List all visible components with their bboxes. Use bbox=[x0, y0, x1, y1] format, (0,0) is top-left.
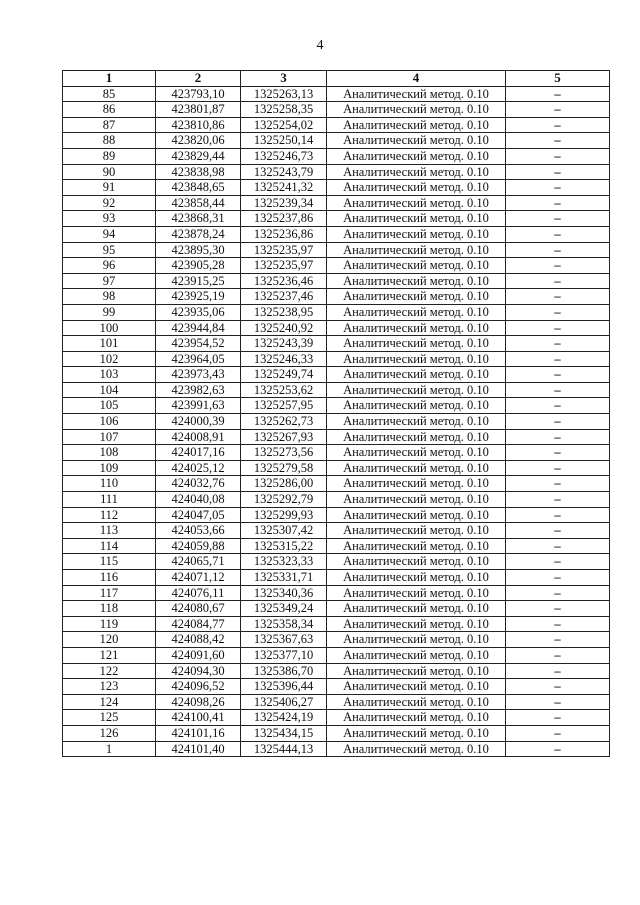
cell-method: Аналитический метод. 0.10 bbox=[327, 554, 506, 570]
cell-x-coordinate: 423829,44 bbox=[156, 148, 241, 164]
cell-note: – bbox=[506, 148, 610, 164]
cell-point-number: 103 bbox=[63, 367, 156, 383]
cell-point-number: 98 bbox=[63, 289, 156, 305]
cell-point-number: 90 bbox=[63, 164, 156, 180]
cell-method: Аналитический метод. 0.10 bbox=[327, 445, 506, 461]
cell-y-coordinate: 1325386,70 bbox=[241, 663, 327, 679]
cell-method: Аналитический метод. 0.10 bbox=[327, 632, 506, 648]
cell-y-coordinate: 1325263,13 bbox=[241, 86, 327, 102]
cell-point-number: 112 bbox=[63, 507, 156, 523]
cell-note: – bbox=[506, 351, 610, 367]
table-row bbox=[63, 180, 610, 196]
cell-y-coordinate: 1325377,10 bbox=[241, 647, 327, 663]
cell-x-coordinate: 424094,30 bbox=[156, 663, 241, 679]
cell-x-coordinate: 423793,10 bbox=[156, 86, 241, 102]
cell-x-coordinate: 423820,06 bbox=[156, 133, 241, 149]
cell-y-coordinate: 1325307,42 bbox=[241, 523, 327, 539]
table-row bbox=[63, 616, 610, 632]
cell-point-number: 120 bbox=[63, 632, 156, 648]
cell-point-number: 100 bbox=[63, 320, 156, 336]
cell-point-number: 86 bbox=[63, 102, 156, 118]
cell-x-coordinate: 424096,52 bbox=[156, 679, 241, 695]
cell-x-coordinate: 424025,12 bbox=[156, 460, 241, 476]
cell-point-number: 113 bbox=[63, 523, 156, 539]
table-row bbox=[63, 86, 610, 102]
cell-y-coordinate: 1325238,95 bbox=[241, 304, 327, 320]
table-row bbox=[63, 538, 610, 554]
cell-y-coordinate: 1325240,92 bbox=[241, 320, 327, 336]
header-col-1: 1 bbox=[63, 71, 156, 87]
table-row bbox=[63, 476, 610, 492]
cell-point-number: 91 bbox=[63, 180, 156, 196]
table-row bbox=[63, 554, 610, 570]
cell-y-coordinate: 1325358,34 bbox=[241, 616, 327, 632]
cell-x-coordinate: 423868,31 bbox=[156, 211, 241, 227]
cell-point-number: 101 bbox=[63, 336, 156, 352]
coordinates-table bbox=[62, 70, 610, 757]
cell-y-coordinate: 1325323,33 bbox=[241, 554, 327, 570]
cell-point-number: 94 bbox=[63, 226, 156, 242]
cell-method: Аналитический метод. 0.10 bbox=[327, 133, 506, 149]
cell-x-coordinate: 423944,84 bbox=[156, 320, 241, 336]
table-row bbox=[63, 647, 610, 663]
cell-method: Аналитический метод. 0.10 bbox=[327, 570, 506, 586]
cell-x-coordinate: 423973,43 bbox=[156, 367, 241, 383]
cell-method: Аналитический метод. 0.10 bbox=[327, 710, 506, 726]
cell-note: – bbox=[506, 601, 610, 617]
cell-note: – bbox=[506, 133, 610, 149]
cell-note: – bbox=[506, 647, 610, 663]
table-row bbox=[63, 585, 610, 601]
cell-x-coordinate: 424000,39 bbox=[156, 414, 241, 430]
cell-point-number: 122 bbox=[63, 663, 156, 679]
cell-x-coordinate: 424091,60 bbox=[156, 647, 241, 663]
cell-note: – bbox=[506, 195, 610, 211]
table-row bbox=[63, 133, 610, 149]
cell-x-coordinate: 423838,98 bbox=[156, 164, 241, 180]
header-col-3: 3 bbox=[241, 71, 327, 87]
cell-point-number: 114 bbox=[63, 538, 156, 554]
cell-method: Аналитический метод. 0.10 bbox=[327, 273, 506, 289]
cell-y-coordinate: 1325262,73 bbox=[241, 414, 327, 430]
cell-point-number: 107 bbox=[63, 429, 156, 445]
cell-y-coordinate: 1325236,86 bbox=[241, 226, 327, 242]
cell-note: – bbox=[506, 398, 610, 414]
cell-note: – bbox=[506, 616, 610, 632]
table-row bbox=[63, 273, 610, 289]
cell-x-coordinate: 423905,28 bbox=[156, 258, 241, 274]
table-row bbox=[63, 382, 610, 398]
cell-note: – bbox=[506, 694, 610, 710]
cell-note: – bbox=[506, 710, 610, 726]
cell-y-coordinate: 1325239,34 bbox=[241, 195, 327, 211]
cell-point-number: 99 bbox=[63, 304, 156, 320]
table-row bbox=[63, 336, 610, 352]
cell-method: Аналитический метод. 0.10 bbox=[327, 195, 506, 211]
table-row bbox=[63, 725, 610, 741]
cell-method: Аналитический метод. 0.10 bbox=[327, 429, 506, 445]
cell-method: Аналитический метод. 0.10 bbox=[327, 460, 506, 476]
cell-method: Аналитический метод. 0.10 bbox=[327, 102, 506, 118]
table-row bbox=[63, 398, 610, 414]
cell-method: Аналитический метод. 0.10 bbox=[327, 476, 506, 492]
cell-y-coordinate: 1325258,35 bbox=[241, 102, 327, 118]
cell-y-coordinate: 1325243,39 bbox=[241, 336, 327, 352]
cell-x-coordinate: 423991,63 bbox=[156, 398, 241, 414]
cell-x-coordinate: 423964,05 bbox=[156, 351, 241, 367]
table-body bbox=[63, 86, 610, 757]
cell-note: – bbox=[506, 320, 610, 336]
cell-note: – bbox=[506, 164, 610, 180]
cell-x-coordinate: 423848,65 bbox=[156, 180, 241, 196]
cell-x-coordinate: 424084,77 bbox=[156, 616, 241, 632]
cell-point-number: 115 bbox=[63, 554, 156, 570]
cell-point-number: 96 bbox=[63, 258, 156, 274]
cell-y-coordinate: 1325246,73 bbox=[241, 148, 327, 164]
cell-method: Аналитический метод. 0.10 bbox=[327, 507, 506, 523]
cell-point-number: 109 bbox=[63, 460, 156, 476]
table-row bbox=[63, 694, 610, 710]
cell-point-number: 95 bbox=[63, 242, 156, 258]
cell-y-coordinate: 1325253,62 bbox=[241, 382, 327, 398]
cell-method: Аналитический метод. 0.10 bbox=[327, 226, 506, 242]
cell-y-coordinate: 1325292,79 bbox=[241, 492, 327, 508]
cell-note: – bbox=[506, 492, 610, 508]
cell-y-coordinate: 1325254,02 bbox=[241, 117, 327, 133]
cell-note: – bbox=[506, 538, 610, 554]
cell-x-coordinate: 423925,19 bbox=[156, 289, 241, 305]
table-row bbox=[63, 195, 610, 211]
cell-method: Аналитический метод. 0.10 bbox=[327, 725, 506, 741]
cell-method: Аналитический метод. 0.10 bbox=[327, 398, 506, 414]
cell-note: – bbox=[506, 460, 610, 476]
cell-point-number: 89 bbox=[63, 148, 156, 164]
cell-x-coordinate: 423878,24 bbox=[156, 226, 241, 242]
cell-x-coordinate: 424101,40 bbox=[156, 741, 241, 757]
cell-method: Аналитический метод. 0.10 bbox=[327, 351, 506, 367]
cell-y-coordinate: 1325237,46 bbox=[241, 289, 327, 305]
cell-method: Аналитический метод. 0.10 bbox=[327, 741, 506, 757]
table-row bbox=[63, 367, 610, 383]
cell-method: Аналитический метод. 0.10 bbox=[327, 211, 506, 227]
cell-note: – bbox=[506, 445, 610, 461]
cell-x-coordinate: 424047,05 bbox=[156, 507, 241, 523]
cell-x-coordinate: 424100,41 bbox=[156, 710, 241, 726]
cell-x-coordinate: 424040,08 bbox=[156, 492, 241, 508]
table-row bbox=[63, 663, 610, 679]
cell-method: Аналитический метод. 0.10 bbox=[327, 148, 506, 164]
cell-method: Аналитический метод. 0.10 bbox=[327, 601, 506, 617]
page-number: 4 bbox=[316, 38, 324, 53]
cell-y-coordinate: 1325237,86 bbox=[241, 211, 327, 227]
table-row bbox=[63, 570, 610, 586]
cell-point-number: 123 bbox=[63, 679, 156, 695]
cell-y-coordinate: 1325273,56 bbox=[241, 445, 327, 461]
cell-y-coordinate: 1325236,46 bbox=[241, 273, 327, 289]
cell-y-coordinate: 1325315,22 bbox=[241, 538, 327, 554]
cell-point-number: 108 bbox=[63, 445, 156, 461]
cell-method: Аналитический метод. 0.10 bbox=[327, 367, 506, 383]
cell-y-coordinate: 1325286,00 bbox=[241, 476, 327, 492]
cell-x-coordinate: 424076,11 bbox=[156, 585, 241, 601]
cell-note: – bbox=[506, 429, 610, 445]
cell-point-number: 88 bbox=[63, 133, 156, 149]
cell-y-coordinate: 1325349,24 bbox=[241, 601, 327, 617]
cell-method: Аналитический метод. 0.10 bbox=[327, 663, 506, 679]
cell-point-number: 102 bbox=[63, 351, 156, 367]
cell-note: – bbox=[506, 741, 610, 757]
table-row bbox=[63, 414, 610, 430]
cell-x-coordinate: 423954,52 bbox=[156, 336, 241, 352]
cell-point-number: 92 bbox=[63, 195, 156, 211]
cell-method: Аналитический метод. 0.10 bbox=[327, 86, 506, 102]
cell-point-number: 121 bbox=[63, 647, 156, 663]
cell-x-coordinate: 423858,44 bbox=[156, 195, 241, 211]
table-row bbox=[63, 351, 610, 367]
cell-point-number: 119 bbox=[63, 616, 156, 632]
cell-y-coordinate: 1325331,71 bbox=[241, 570, 327, 586]
table-row bbox=[63, 148, 610, 164]
cell-x-coordinate: 423915,25 bbox=[156, 273, 241, 289]
cell-y-coordinate: 1325434,15 bbox=[241, 725, 327, 741]
cell-x-coordinate: 424071,12 bbox=[156, 570, 241, 586]
cell-note: – bbox=[506, 725, 610, 741]
table-header bbox=[63, 71, 610, 87]
table-row bbox=[63, 258, 610, 274]
cell-point-number: 93 bbox=[63, 211, 156, 227]
cell-method: Аналитический метод. 0.10 bbox=[327, 647, 506, 663]
cell-y-coordinate: 1325340,36 bbox=[241, 585, 327, 601]
cell-point-number: 87 bbox=[63, 117, 156, 133]
header-col-5: 5 bbox=[506, 71, 610, 87]
table-row bbox=[63, 632, 610, 648]
cell-note: – bbox=[506, 211, 610, 227]
cell-note: – bbox=[506, 679, 610, 695]
cell-note: – bbox=[506, 554, 610, 570]
header-col-2: 2 bbox=[156, 71, 241, 87]
table-row bbox=[63, 492, 610, 508]
cell-x-coordinate: 424101,16 bbox=[156, 725, 241, 741]
cell-y-coordinate: 1325279,58 bbox=[241, 460, 327, 476]
cell-x-coordinate: 424088,42 bbox=[156, 632, 241, 648]
cell-method: Аналитический метод. 0.10 bbox=[327, 289, 506, 305]
cell-y-coordinate: 1325267,93 bbox=[241, 429, 327, 445]
cell-point-number: 85 bbox=[63, 86, 156, 102]
cell-note: – bbox=[506, 117, 610, 133]
cell-y-coordinate: 1325235,97 bbox=[241, 258, 327, 274]
cell-note: – bbox=[506, 226, 610, 242]
cell-x-coordinate: 424065,71 bbox=[156, 554, 241, 570]
cell-method: Аналитический метод. 0.10 bbox=[327, 304, 506, 320]
cell-point-number: 110 bbox=[63, 476, 156, 492]
table-row bbox=[63, 102, 610, 118]
table-row bbox=[63, 226, 610, 242]
table-row bbox=[63, 164, 610, 180]
cell-point-number: 106 bbox=[63, 414, 156, 430]
cell-method: Аналитический метод. 0.10 bbox=[327, 585, 506, 601]
cell-method: Аналитический метод. 0.10 bbox=[327, 336, 506, 352]
cell-point-number: 126 bbox=[63, 725, 156, 741]
cell-y-coordinate: 1325250,14 bbox=[241, 133, 327, 149]
cell-point-number: 124 bbox=[63, 694, 156, 710]
cell-x-coordinate: 423895,30 bbox=[156, 242, 241, 258]
cell-x-coordinate: 423935,06 bbox=[156, 304, 241, 320]
table-row bbox=[63, 304, 610, 320]
cell-method: Аналитический метод. 0.10 bbox=[327, 694, 506, 710]
table-row bbox=[63, 320, 610, 336]
cell-x-coordinate: 423810,86 bbox=[156, 117, 241, 133]
cell-method: Аналитический метод. 0.10 bbox=[327, 164, 506, 180]
table-row bbox=[63, 741, 610, 757]
table-row bbox=[63, 242, 610, 258]
cell-note: – bbox=[506, 663, 610, 679]
cell-note: – bbox=[506, 242, 610, 258]
cell-point-number: 117 bbox=[63, 585, 156, 601]
cell-note: – bbox=[506, 585, 610, 601]
cell-note: – bbox=[506, 273, 610, 289]
cell-note: – bbox=[506, 414, 610, 430]
table-row bbox=[63, 117, 610, 133]
header-col-4: 4 bbox=[327, 71, 506, 87]
cell-note: – bbox=[506, 258, 610, 274]
cell-method: Аналитический метод. 0.10 bbox=[327, 414, 506, 430]
table-row bbox=[63, 523, 610, 539]
cell-x-coordinate: 424017,16 bbox=[156, 445, 241, 461]
cell-y-coordinate: 1325299,93 bbox=[241, 507, 327, 523]
table-row bbox=[63, 460, 610, 476]
cell-x-coordinate: 424008,91 bbox=[156, 429, 241, 445]
cell-x-coordinate: 424059,88 bbox=[156, 538, 241, 554]
table-row bbox=[63, 429, 610, 445]
cell-method: Аналитический метод. 0.10 bbox=[327, 679, 506, 695]
header-row bbox=[63, 71, 610, 87]
cell-y-coordinate: 1325424,19 bbox=[241, 710, 327, 726]
table-row bbox=[63, 507, 610, 523]
cell-y-coordinate: 1325249,74 bbox=[241, 367, 327, 383]
cell-point-number: 1 bbox=[63, 741, 156, 757]
cell-x-coordinate: 423801,87 bbox=[156, 102, 241, 118]
cell-method: Аналитический метод. 0.10 bbox=[327, 117, 506, 133]
cell-method: Аналитический метод. 0.10 bbox=[327, 523, 506, 539]
cell-point-number: 111 bbox=[63, 492, 156, 508]
table-row bbox=[63, 289, 610, 305]
cell-note: – bbox=[506, 632, 610, 648]
cell-note: – bbox=[506, 507, 610, 523]
cell-point-number: 104 bbox=[63, 382, 156, 398]
cell-method: Аналитический метод. 0.10 bbox=[327, 320, 506, 336]
cell-x-coordinate: 424032,76 bbox=[156, 476, 241, 492]
cell-note: – bbox=[506, 86, 610, 102]
table-row bbox=[63, 211, 610, 227]
table-row bbox=[63, 710, 610, 726]
cell-x-coordinate: 424053,66 bbox=[156, 523, 241, 539]
table-row bbox=[63, 679, 610, 695]
cell-note: – bbox=[506, 523, 610, 539]
cell-method: Аналитический метод. 0.10 bbox=[327, 538, 506, 554]
cell-method: Аналитический метод. 0.10 bbox=[327, 382, 506, 398]
cell-note: – bbox=[506, 304, 610, 320]
cell-note: – bbox=[506, 570, 610, 586]
cell-y-coordinate: 1325367,63 bbox=[241, 632, 327, 648]
cell-x-coordinate: 423982,63 bbox=[156, 382, 241, 398]
cell-note: – bbox=[506, 382, 610, 398]
cell-note: – bbox=[506, 180, 610, 196]
cell-y-coordinate: 1325243,79 bbox=[241, 164, 327, 180]
cell-note: – bbox=[506, 367, 610, 383]
cell-x-coordinate: 424098,26 bbox=[156, 694, 241, 710]
cell-x-coordinate: 424080,67 bbox=[156, 601, 241, 617]
cell-method: Аналитический метод. 0.10 bbox=[327, 180, 506, 196]
cell-method: Аналитический метод. 0.10 bbox=[327, 616, 506, 632]
cell-y-coordinate: 1325406,27 bbox=[241, 694, 327, 710]
cell-point-number: 97 bbox=[63, 273, 156, 289]
cell-point-number: 105 bbox=[63, 398, 156, 414]
cell-point-number: 125 bbox=[63, 710, 156, 726]
cell-y-coordinate: 1325257,95 bbox=[241, 398, 327, 414]
table-row bbox=[63, 445, 610, 461]
cell-note: – bbox=[506, 476, 610, 492]
cell-y-coordinate: 1325246,33 bbox=[241, 351, 327, 367]
cell-point-number: 118 bbox=[63, 601, 156, 617]
cell-y-coordinate: 1325235,97 bbox=[241, 242, 327, 258]
cell-y-coordinate: 1325241,32 bbox=[241, 180, 327, 196]
cell-note: – bbox=[506, 336, 610, 352]
cell-note: – bbox=[506, 102, 610, 118]
cell-y-coordinate: 1325396,44 bbox=[241, 679, 327, 695]
cell-method: Аналитический метод. 0.10 bbox=[327, 258, 506, 274]
table-row bbox=[63, 601, 610, 617]
cell-method: Аналитический метод. 0.10 bbox=[327, 242, 506, 258]
cell-y-coordinate: 1325444,13 bbox=[241, 741, 327, 757]
cell-point-number: 116 bbox=[63, 570, 156, 586]
cell-note: – bbox=[506, 289, 610, 305]
cell-method: Аналитический метод. 0.10 bbox=[327, 492, 506, 508]
